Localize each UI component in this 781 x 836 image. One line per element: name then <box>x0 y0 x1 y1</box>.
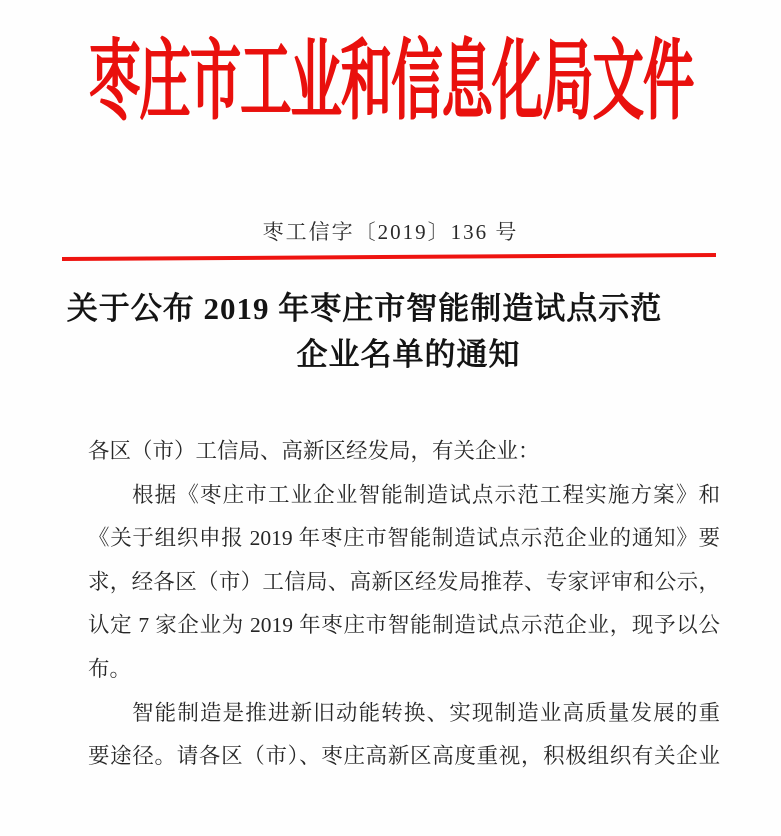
salutation-line: 各区（市）工信局、高新区经发局，有关企业： <box>88 439 540 463</box>
body-line: 求，经各区（市）工信局、高新区经发局推荐、专家评审和公示， <box>88 569 720 594</box>
document-title-line-1: 关于公布 2019 年枣庄市智能制造试点示范 <box>66 291 663 326</box>
document-title-line-2: 企业名单的通知 <box>296 337 521 372</box>
document-body <box>88 430 720 779</box>
body-line: 认定 7 家企业为 2019 年枣庄市智能制造试点示范企业，现予以公 <box>88 613 720 638</box>
body-line: 布。 <box>88 656 132 681</box>
red-divider-rule <box>62 253 716 261</box>
red-header-masthead <box>0 8 781 140</box>
body-line: 要途径。请各区（市）、枣庄高新区高度重视，积极组织有关企业 <box>88 744 720 769</box>
body-line: 智能制造是推进新旧动能转换、实现制造业高质量发展的重 <box>132 700 720 725</box>
agency-title: 枣庄市工业和信息化局文件 <box>88 32 693 130</box>
body-line: 《关于组织申报 2019 年枣庄市智能制造试点示范企业的通知》要 <box>88 526 720 551</box>
document-title <box>0 286 781 378</box>
document-reference-number: 枣工信字〔2019〕136 号 <box>262 220 519 244</box>
body-line: 根据《枣庄市工业企业智能制造试点示范工程实施方案》和 <box>132 482 720 507</box>
